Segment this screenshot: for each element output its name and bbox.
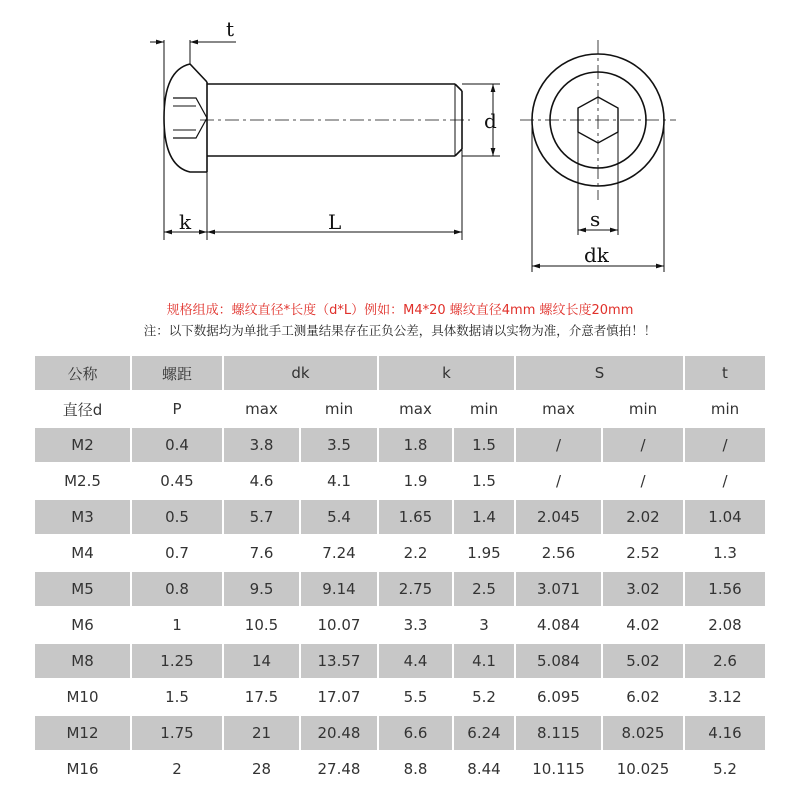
table-cell: 2.6 [683, 642, 765, 678]
table-cell: 1.75 [130, 714, 222, 750]
table-cell: 1 [130, 606, 222, 642]
table-cell: 5.5 [377, 678, 452, 714]
table-cell: 2.5 [452, 570, 514, 606]
table-cell: 6.24 [452, 714, 514, 750]
header-cell: dk [222, 354, 377, 390]
table-cell: 17.5 [222, 678, 299, 714]
table-cell: 5.7 [222, 498, 299, 534]
table-row [35, 750, 765, 786]
table-cell: 8.115 [514, 714, 601, 750]
label-L: L [328, 210, 342, 234]
table-cell: 9.14 [299, 570, 377, 606]
table-cell: 8.8 [377, 750, 452, 786]
header-cell: 直径d [35, 390, 130, 426]
table-cell: 1.25 [130, 642, 222, 678]
table-cell: 1.9 [377, 462, 452, 498]
table-cell: 0.4 [130, 426, 222, 462]
table-cell: M6 [35, 606, 130, 642]
spec-composition-text: 规格组成：螺纹直径*长度（d*L）例如：M4*20 螺纹直径4mm 螺纹长度20mm [166, 303, 634, 318]
table-cell: 1.95 [452, 534, 514, 570]
screw-technical-drawing [0, 0, 800, 290]
table-cell: 3.071 [514, 570, 601, 606]
table-cell: 1.8 [377, 426, 452, 462]
table-cell: / [683, 462, 765, 498]
dimension-table [35, 354, 765, 786]
table-cell: 6.095 [514, 678, 601, 714]
table-cell: 1.5 [452, 462, 514, 498]
table-cell: 7.24 [299, 534, 377, 570]
table-cell: 2.02 [601, 498, 683, 534]
table-cell: 17.07 [299, 678, 377, 714]
table-cell: 3.5 [299, 426, 377, 462]
header-cell: k [377, 354, 514, 390]
label-t: t [226, 17, 235, 41]
header-cell: max [377, 390, 452, 426]
table-cell: 2.56 [514, 534, 601, 570]
table-cell: 28 [222, 750, 299, 786]
table-cell: / [514, 462, 601, 498]
header-cell: min [601, 390, 683, 426]
table-cell: 5.02 [601, 642, 683, 678]
table-cell: 2.2 [377, 534, 452, 570]
table-cell: 0.5 [130, 498, 222, 534]
table-cell: 4.6 [222, 462, 299, 498]
header-cell: max [222, 390, 299, 426]
table-cell: M3 [35, 498, 130, 534]
table-row [35, 462, 765, 498]
table-cell: 5.2 [452, 678, 514, 714]
table-cell: 13.57 [299, 642, 377, 678]
table-cell: 10.115 [514, 750, 601, 786]
table-cell: 14 [222, 642, 299, 678]
table-header-row-1 [35, 354, 765, 390]
table-cell: 4.02 [601, 606, 683, 642]
table-cell: 0.45 [130, 462, 222, 498]
table-cell: 10.5 [222, 606, 299, 642]
table-cell: 3.3 [377, 606, 452, 642]
label-s: s [590, 207, 601, 231]
table-cell: / [683, 426, 765, 462]
table-cell: 0.8 [130, 570, 222, 606]
table-cell: 5.2 [683, 750, 765, 786]
table-cell: 4.084 [514, 606, 601, 642]
table-row [35, 498, 765, 534]
table-cell: M2 [35, 426, 130, 462]
table-cell: 21 [222, 714, 299, 750]
table-row [35, 534, 765, 570]
table-cell: 5.084 [514, 642, 601, 678]
table-cell: M8 [35, 642, 130, 678]
table-cell: / [601, 462, 683, 498]
table-cell: M12 [35, 714, 130, 750]
table-cell: 10.025 [601, 750, 683, 786]
table-cell: 1.5 [452, 426, 514, 462]
table-cell: 1.65 [377, 498, 452, 534]
table-cell: 2.75 [377, 570, 452, 606]
table-cell: 1.56 [683, 570, 765, 606]
table-cell: 0.7 [130, 534, 222, 570]
table-cell: 5.4 [299, 498, 377, 534]
table-cell: 1.5 [130, 678, 222, 714]
table-cell: 3.02 [601, 570, 683, 606]
header-cell: min [299, 390, 377, 426]
header-cell: S [514, 354, 683, 390]
table-cell: 1.4 [452, 498, 514, 534]
table-cell: 20.48 [299, 714, 377, 750]
side-view [150, 40, 500, 240]
table-cell: 4.1 [452, 642, 514, 678]
table-cell: M4 [35, 534, 130, 570]
header-cell: 公称 [35, 354, 130, 390]
table-cell: 27.48 [299, 750, 377, 786]
table-cell: M16 [35, 750, 130, 786]
header-cell: min [683, 390, 765, 426]
table-cell: 4.4 [377, 642, 452, 678]
label-k: k [179, 210, 192, 234]
table-cell: / [514, 426, 601, 462]
table-cell: 3.12 [683, 678, 765, 714]
table-cell: / [601, 426, 683, 462]
header-cell: 螺距 [130, 354, 222, 390]
table-cell: 8.025 [601, 714, 683, 750]
table-cell: 4.1 [299, 462, 377, 498]
table-cell: 8.44 [452, 750, 514, 786]
table-cell: 6.6 [377, 714, 452, 750]
table-cell: 2.08 [683, 606, 765, 642]
table-cell: M5 [35, 570, 130, 606]
header-cell: max [514, 390, 601, 426]
header-cell: min [452, 390, 514, 426]
table-row [35, 678, 765, 714]
table-cell: M10 [35, 678, 130, 714]
header-cell: P [130, 390, 222, 426]
table-cell: 2.52 [601, 534, 683, 570]
label-d: d [484, 109, 497, 133]
table-cell: 1.3 [683, 534, 765, 570]
measurement-note: 注：以下数据均为单批手工测量结果存在正负公差，具体数据请以实物为准，介意者慎拍！！ [143, 323, 657, 338]
table-row [35, 642, 765, 678]
table-row [35, 570, 765, 606]
table-cell: 6.02 [601, 678, 683, 714]
table-cell: 3 [452, 606, 514, 642]
end-view [520, 40, 676, 272]
table-cell: M2.5 [35, 462, 130, 498]
table-row [35, 714, 765, 750]
table-cell: 2.045 [514, 498, 601, 534]
table-row [35, 426, 765, 462]
table-row [35, 606, 765, 642]
table-cell: 1.04 [683, 498, 765, 534]
table-cell: 10.07 [299, 606, 377, 642]
header-cell: t [683, 354, 765, 390]
table-cell: 2 [130, 750, 222, 786]
table-cell: 7.6 [222, 534, 299, 570]
table-cell: 9.5 [222, 570, 299, 606]
table-cell: 3.8 [222, 426, 299, 462]
label-dk: dk [584, 243, 609, 267]
table-cell: 4.16 [683, 714, 765, 750]
table-header-row-2 [35, 390, 765, 426]
